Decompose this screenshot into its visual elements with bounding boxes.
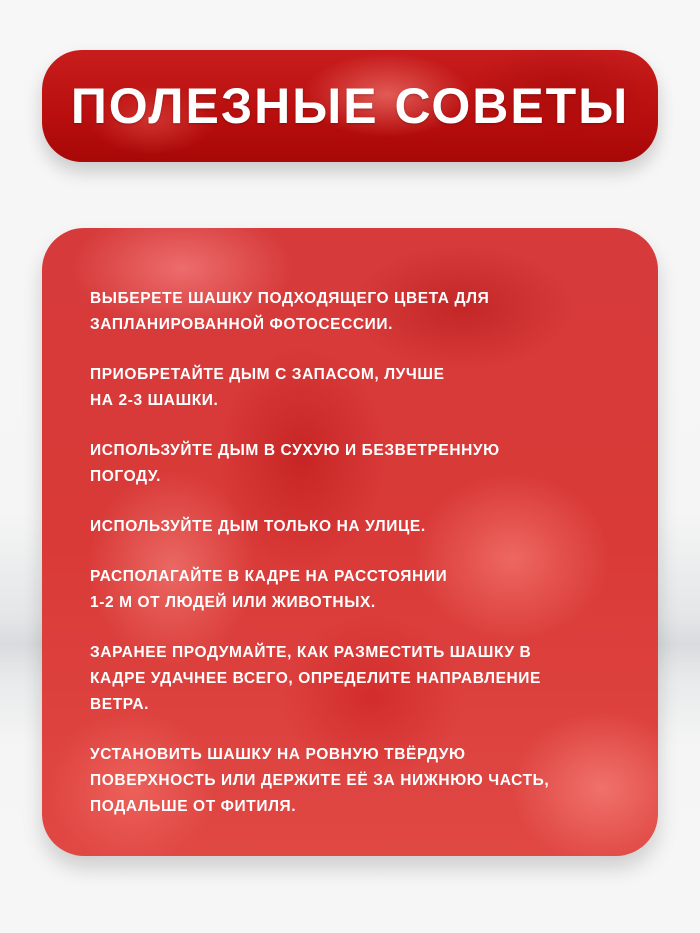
tip-line: 1-2 М ОТ ЛЮДЕЙ ИЛИ ЖИВОТНЫХ. [90, 594, 376, 611]
tips-list [90, 286, 630, 844]
tip-item [90, 286, 630, 338]
tip-line: ЗАПЛАНИРОВАННОЙ ФОТОСЕССИИ. [90, 316, 394, 333]
title-banner [42, 50, 658, 162]
tip-line: ИСПОЛЬЗУЙТЕ ДЫМ В СУХУЮ И БЕЗВЕТРЕННУЮ [90, 442, 500, 459]
tip-line: ИСПОЛЬЗУЙТЕ ДЫМ ТОЛЬКО НА УЛИЦЕ. [90, 518, 426, 535]
page-title: ПОЛЕЗНЫЕ СОВЕТЫ [70, 78, 630, 134]
tip-line: РАСПОЛАГАЙТЕ В КАДРЕ НА РАССТОЯНИИ [90, 568, 448, 585]
tip-item [90, 438, 630, 490]
tip-item [90, 742, 630, 820]
tip-line: ВЫБЕРЕТЕ ШАШКУ ПОДХОДЯЩЕГО ЦВЕТА ДЛЯ [90, 290, 490, 307]
tip-line: КАДРЕ УДАЧНЕЕ ВСЕГО, ОПРЕДЕЛИТЕ НАПРАВЛЕНИЕ [90, 670, 541, 687]
tip-line: ВЕТРА. [90, 696, 150, 713]
tip-line: ЗАРАНЕЕ ПРОДУМАЙТЕ, КАК РАЗМЕСТИТЬ ШАШКУ В [90, 644, 532, 661]
tip-line: ПОВЕРХНОСТЬ ИЛИ ДЕРЖИТЕ ЕЁ ЗА НИЖНЮЮ ЧАСТЬ, [90, 772, 550, 789]
tip-line: НА 2-3 ШАШКИ. [90, 392, 219, 409]
tip-line: УСТАНОВИТЬ ШАШКУ НА РОВНУЮ ТВЁРДУЮ [90, 746, 466, 763]
tip-line: ПРИОБРЕТАЙТЕ ДЫМ С ЗАПАСОМ, ЛУЧШЕ [90, 366, 445, 383]
tips-card [42, 228, 658, 856]
tip-item [90, 640, 630, 718]
tip-item [90, 362, 630, 414]
tip-line: ПОГОДУ. [90, 468, 162, 485]
tip-line: ПОДАЛЬШЕ ОТ ФИТИЛЯ. [90, 798, 297, 815]
tip-item [90, 564, 630, 616]
tip-item [90, 514, 630, 540]
